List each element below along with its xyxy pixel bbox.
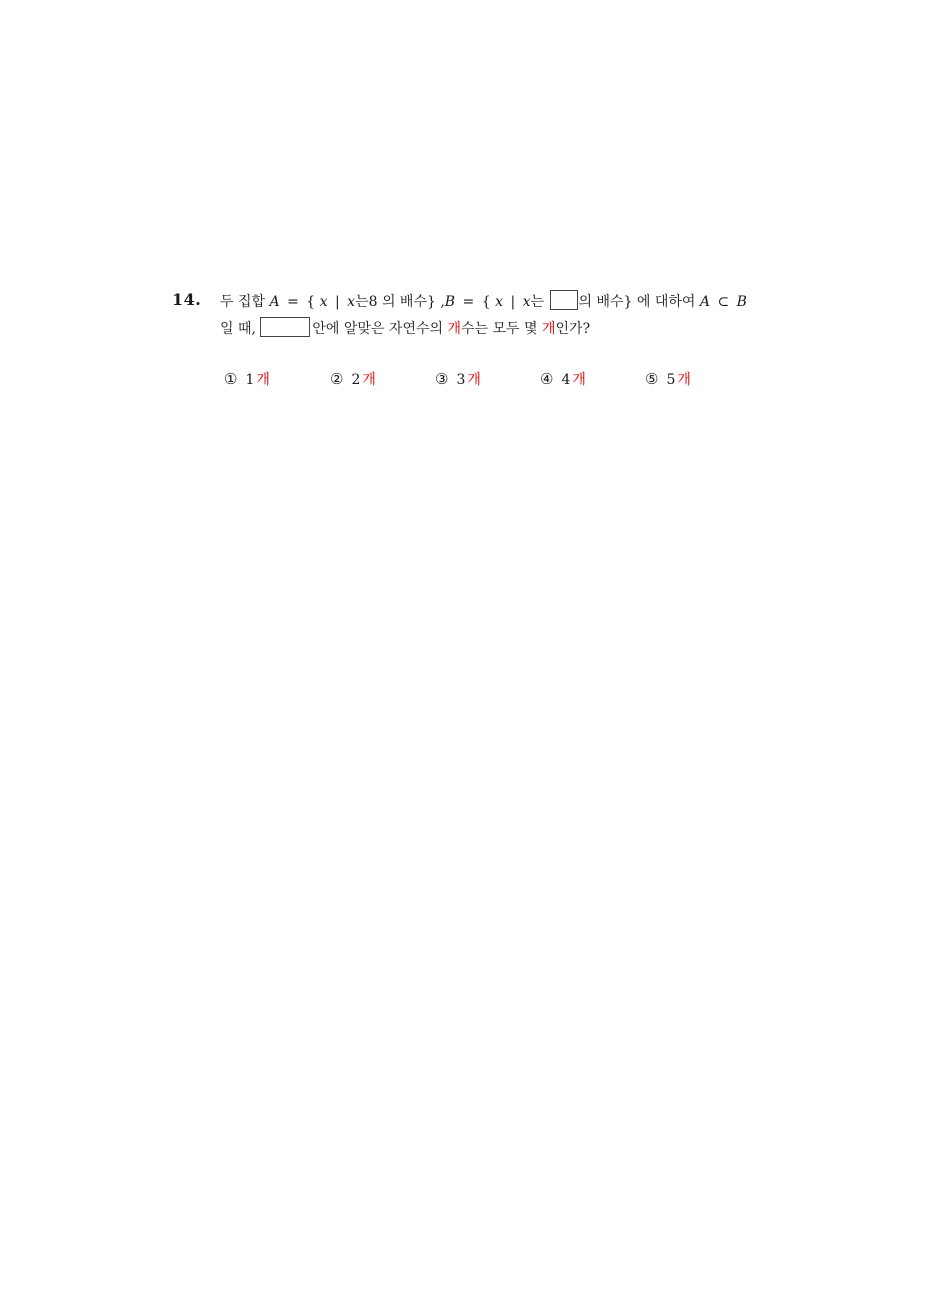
set-separator: , <box>435 294 445 310</box>
choice-unit: 개 <box>572 372 586 388</box>
choice-3[interactable] <box>435 369 481 389</box>
choice-4[interactable] <box>540 369 586 389</box>
choice-unit: 개 <box>677 372 691 388</box>
relation-left: A <box>699 294 711 310</box>
choice-1[interactable] <box>224 369 270 389</box>
choice-2[interactable] <box>330 369 376 389</box>
choice-mark: ② <box>330 370 344 388</box>
set-b-name: B <box>444 294 456 310</box>
choice-mark: ④ <box>540 370 554 388</box>
choice-mark: ③ <box>435 370 449 388</box>
problem-line2-lead: 일 때, <box>220 321 256 337</box>
set-a-condition: 는8 의 배수} <box>355 294 436 310</box>
problem-line-1 <box>220 290 747 312</box>
problem-number: 14. <box>172 290 202 309</box>
answer-choices <box>0 369 926 391</box>
answer-blank-box-wide <box>260 317 310 337</box>
choice-value: 2 <box>351 372 361 388</box>
highlighted-word: 개 <box>447 321 462 337</box>
subset-symbol: ⊂ <box>717 294 730 310</box>
set-b-condition-suffix: 의 배수} <box>578 294 633 310</box>
equals-sign: = <box>287 294 299 310</box>
choice-value: 5 <box>666 372 676 388</box>
problem-line-2 <box>220 317 590 339</box>
problem-lead-text: 두 집합 <box>220 294 266 310</box>
such-that-bar: | <box>510 294 516 310</box>
set-a-name: A <box>269 294 280 310</box>
problem-condition-text: 에 대하여 <box>636 294 696 310</box>
choice-mark: ① <box>224 370 238 388</box>
brace-open: { <box>306 294 316 310</box>
choice-value: 3 <box>456 372 466 388</box>
variable-x: x <box>319 294 328 310</box>
set-b-condition-prefix: 는 <box>530 294 545 310</box>
question-text-segment: 인가? <box>555 321 591 337</box>
variable-x: x <box>522 294 531 310</box>
brace-open: { <box>481 294 491 310</box>
answer-blank-box <box>550 290 578 310</box>
choice-5[interactable] <box>645 369 691 389</box>
choice-unit: 개 <box>362 372 376 388</box>
choice-value: 4 <box>561 372 571 388</box>
variable-x: x <box>347 294 356 310</box>
highlighted-word: 개 <box>542 321 556 337</box>
choice-unit: 개 <box>256 372 270 388</box>
choice-value: 1 <box>245 372 255 388</box>
question-text-segment: 수는 모두 몇 <box>461 321 542 337</box>
choice-mark: ⑤ <box>645 370 659 388</box>
relation-right: B <box>736 294 747 310</box>
equals-sign: = <box>462 294 475 310</box>
such-that-bar: | <box>334 294 340 310</box>
question-text-segment: 안에 알맞은 자연수의 <box>312 321 448 337</box>
choice-unit: 개 <box>467 372 481 388</box>
variable-x: x <box>495 294 503 310</box>
